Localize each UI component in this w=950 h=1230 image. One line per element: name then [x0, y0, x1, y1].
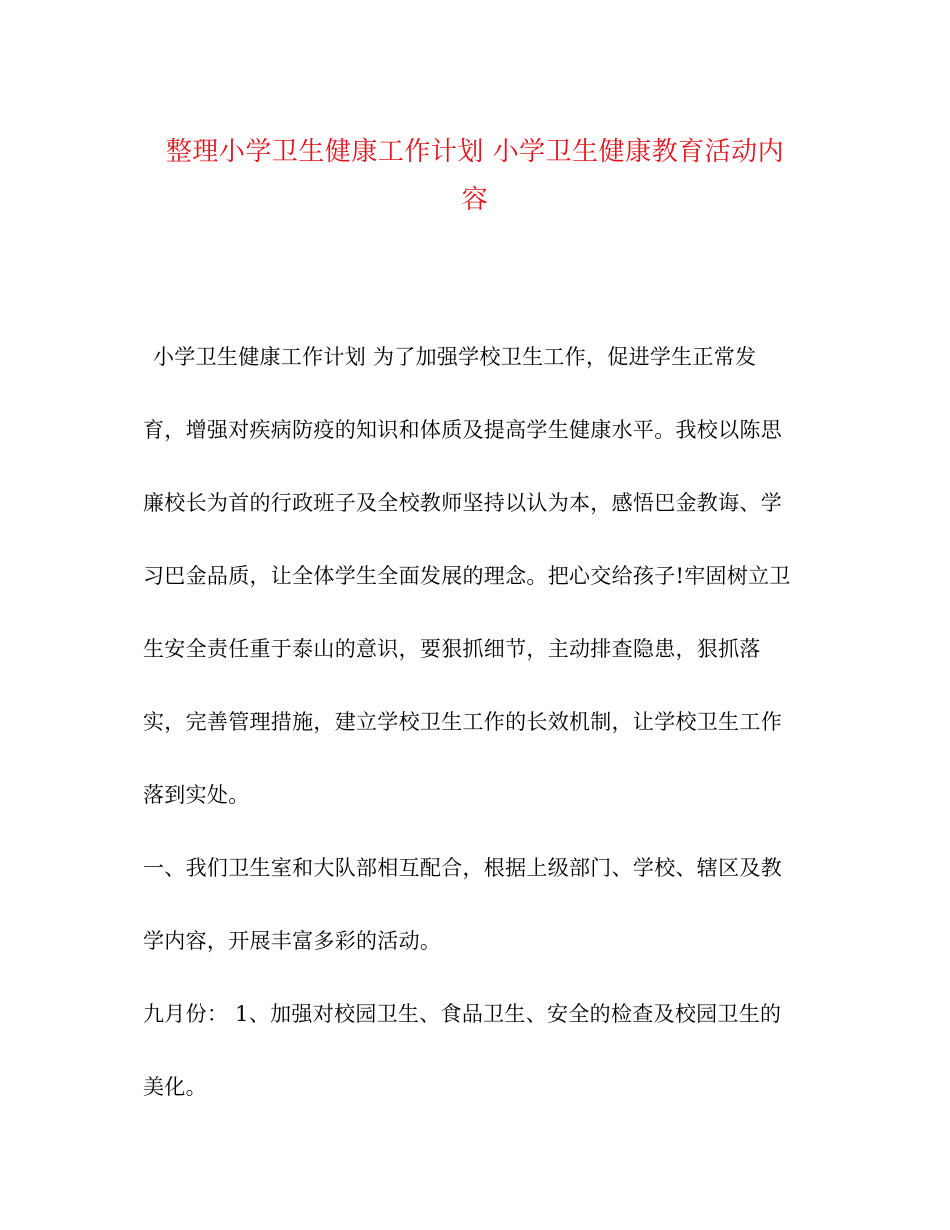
body-line-11: 美化。 [143, 1075, 207, 1099]
body-line-8: 一、我们卫生室和大队部相互配合，根据上级部门、学校、辖区及教 [143, 856, 782, 880]
body-line-6: 实，完善管理措施，建立学校卫生工作的长效机制，让学校卫生工作 [143, 710, 782, 734]
body-line-4: 习巴金品质，让全体学生全面发展的理念。把心交给孩子!牢固树立卫 [143, 564, 791, 588]
body-line-3: 廉校长为首的行政班子及全校教师坚持以认为本，感悟巴金教诲、学 [143, 491, 782, 515]
document-title [140, 128, 810, 224]
title-line-1: 整理小学卫生健康工作计划 小学卫生健康教育活动内 [165, 137, 785, 167]
body-line-1: 小学卫生健康工作计划 为了加强学校卫生工作，促进学生正常发 [153, 345, 757, 369]
body-line-10: 九月份： 1、加强对校园卫生、食品卫生、安全的检查及校园卫生的 [143, 1002, 782, 1026]
body-line-9: 学内容，开展丰富多彩的活动。 [143, 929, 442, 953]
document-body [143, 334, 813, 1137]
body-line-5: 生安全责任重于泰山的意识，要狠抓细节，主动排查隐患，狠抓落 [143, 637, 761, 661]
body-line-2: 育，增强对疾病防疫的知识和体质及提高学生健康水平。我校以陈思 [143, 418, 782, 442]
title-line-2: 容 [461, 185, 489, 215]
body-line-7: 落到实处。 [143, 783, 250, 807]
